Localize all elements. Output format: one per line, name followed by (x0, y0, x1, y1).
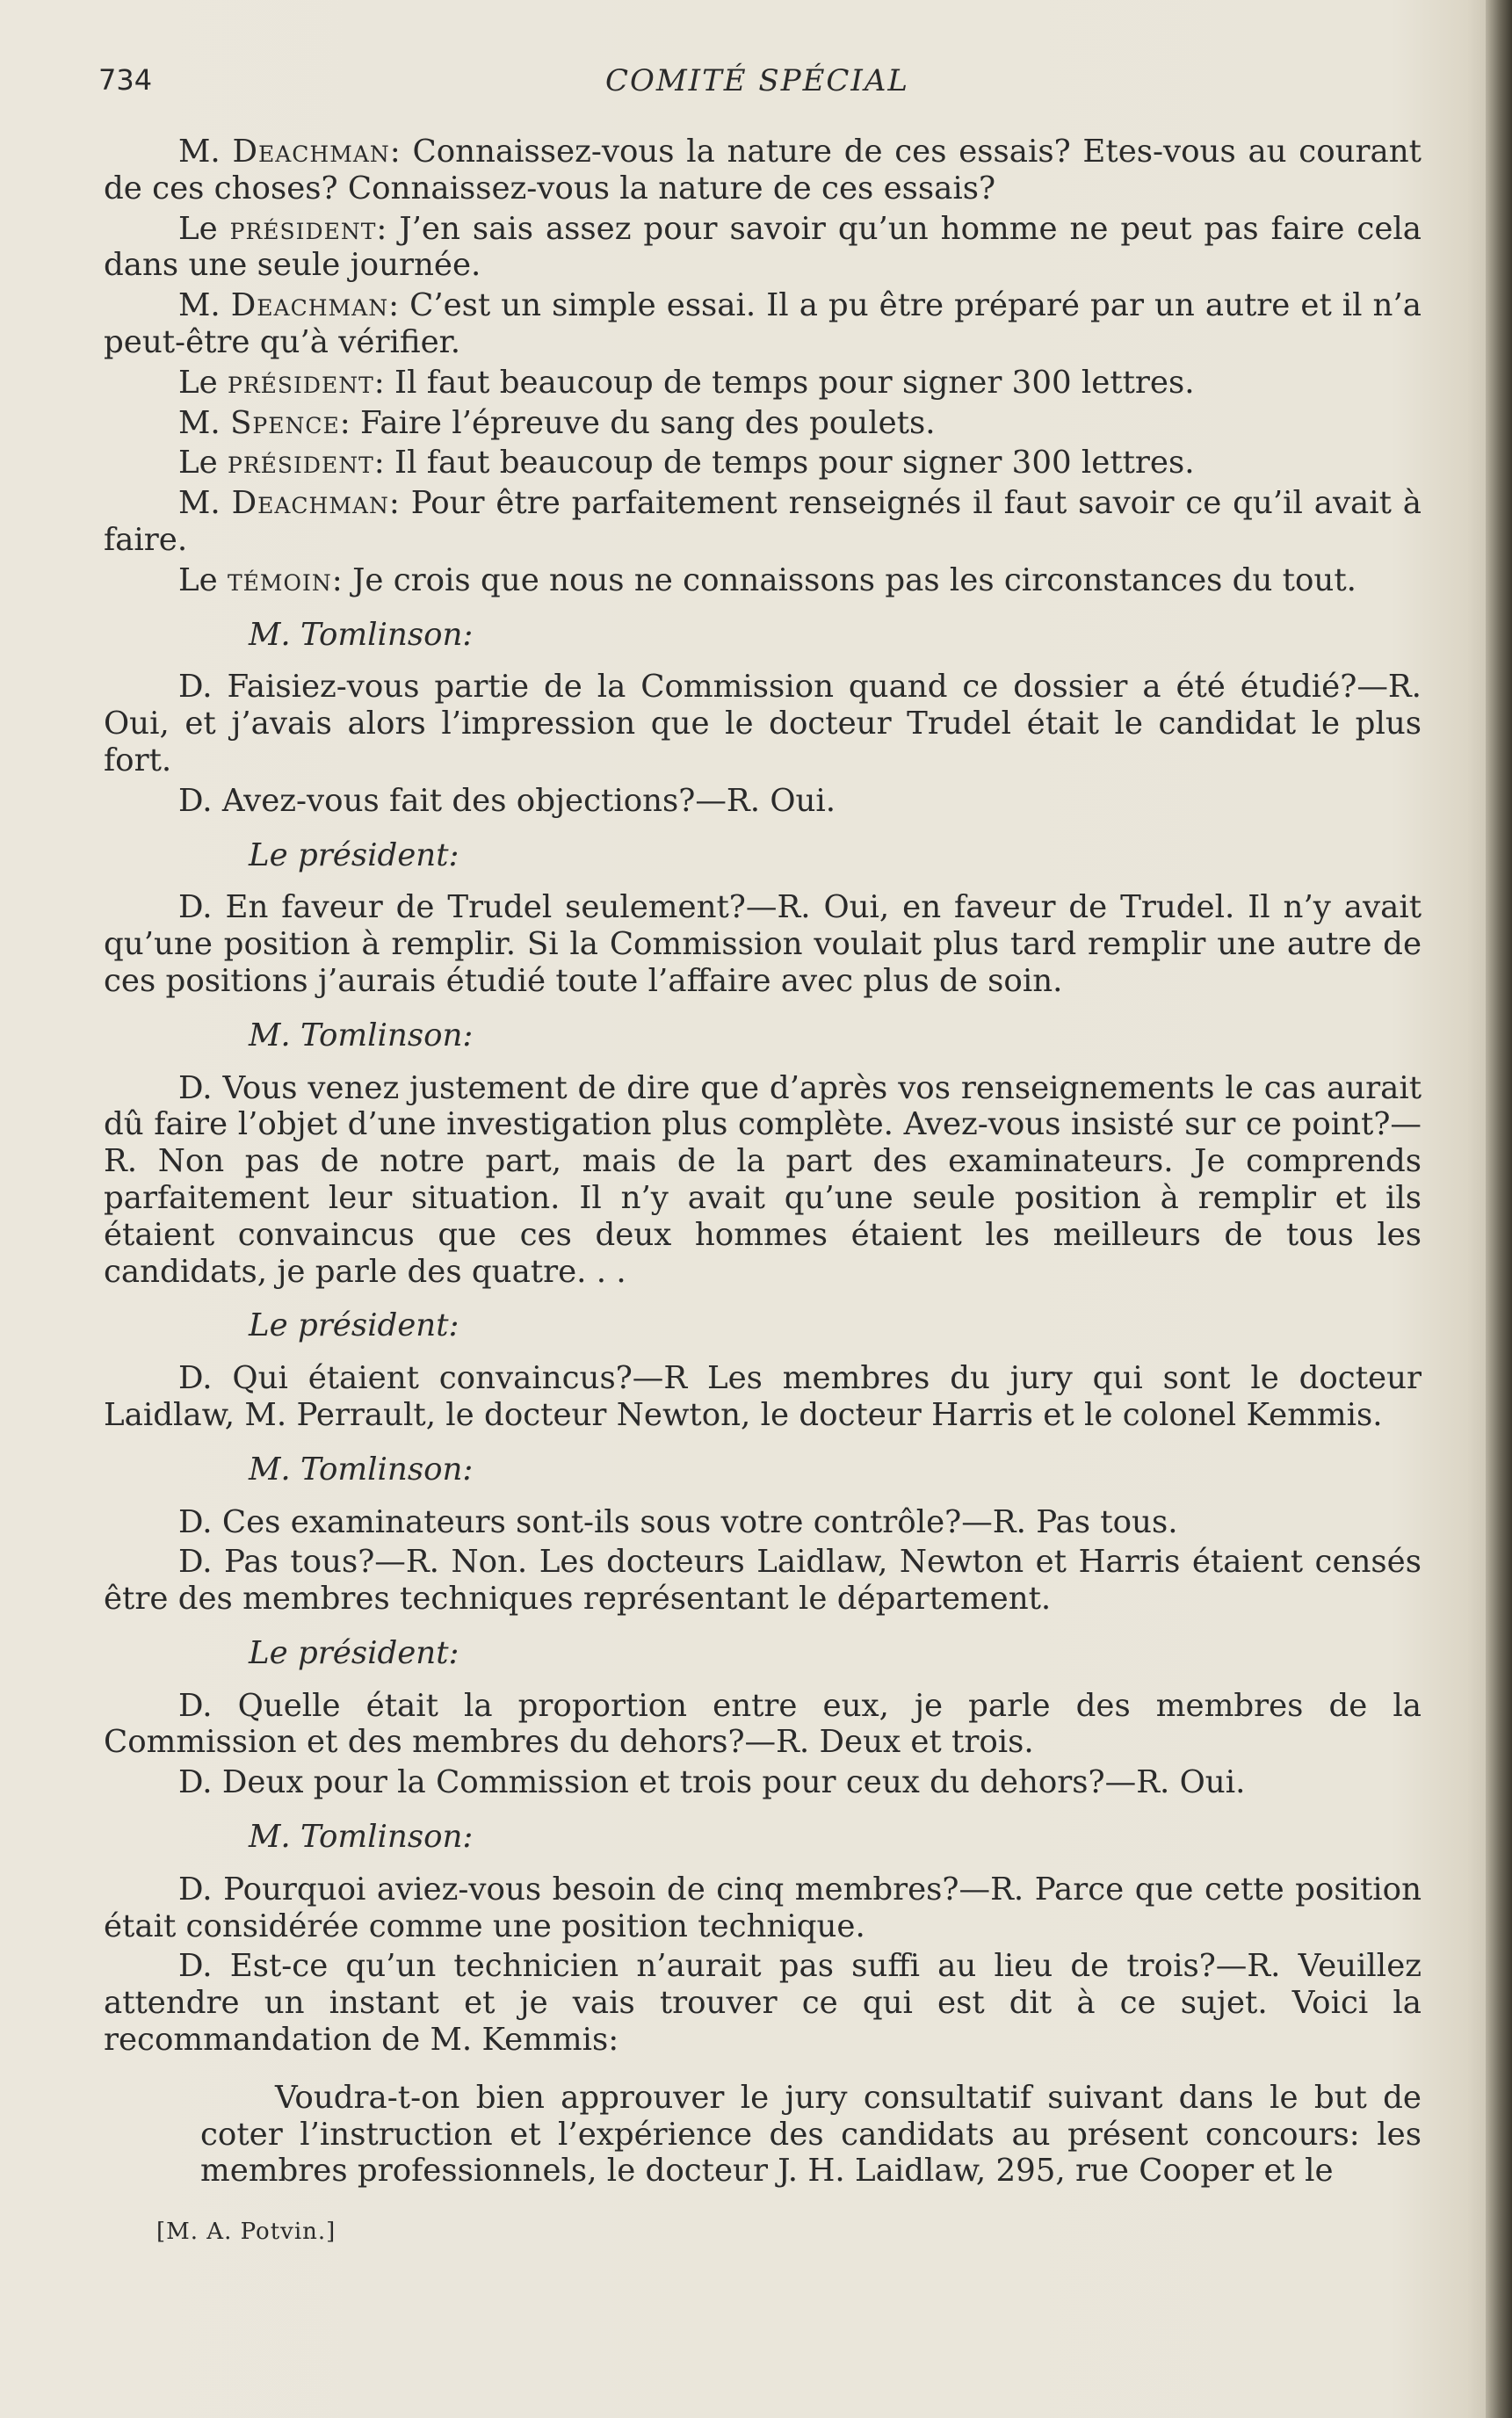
question-answer: D. Pas tous?—R. Non. Les docteurs Laidlaw, Newton et Harris étaient censés être des membres techniques représentant le département. (104, 1544, 1422, 1618)
question-answer: D. Faisiez-vous partie de la Commission quand ce dossier a été étudié?—R. Oui, et j’avais alors l’impression que le docteur Trudel était le candidat le plus fort. (104, 669, 1422, 778)
section-heading: Le président: (249, 1634, 459, 1671)
question-answer: D. Ces examinateurs sont-ils sous votre contrôle?—R. Pas tous. (178, 1503, 1178, 1540)
question-answer: D. Est-ce qu’un technicien n’aurait pas suffi au lieu de trois?—R. Veuillez attendre un instant et je vais trouver ce qui est dit à ce sujet. Voici la recommandation de M. Kemmis: (104, 1948, 1422, 2059)
speech-paragraph: M. Spence: Faire l’épreuve du sang des poulets. (178, 404, 936, 441)
speaker-name: Deachman (231, 485, 389, 522)
section-heading: M. Tomlinson: (249, 1451, 474, 1488)
question-answer: D. Deux pour la Commission et trois pour ceux du dehors?—R. Oui. (178, 1764, 1246, 1801)
speaker-name: Deachman (230, 287, 389, 324)
speech-paragraph: M. Deachman: Connaissez-vous la nature de ces essais? Etes-vous au courant de ces choses? Connaissez-vous la nature de ces essais? (104, 134, 1422, 206)
question-answer: D. Pourquoi aviez-vous besoin de cinq membres?—R. Parce que cette position était considérée comme une position technique. (104, 1871, 1422, 1944)
question-answer: D. En faveur de Trudel seulement?—R. Oui, en faveur de Trudel. Il n’y avait qu’une position à remplir. Si la Commission voulait plus tard remplir une autre de ces positions j’aurais étudié toute l’affaire avec plus de soin. (104, 889, 1422, 999)
section-heading: Le président: (249, 836, 459, 873)
section-heading: Le président: (249, 1307, 459, 1344)
page-number: 734 (98, 63, 153, 97)
section-heading: M. Tomlinson: (249, 616, 474, 653)
quoted-recommendation: Voudra-t-on bien approuver le jury consultatif suivant dans le but de coter l’instruction et l’expérience des candidats au présent concours: les membres professionnels, le docteur J. H. Laidlaw, 295, rue Cooper et le (200, 2079, 1422, 2190)
question-answer: D. Vous venez justement de dire que d’après vos renseignements le cas aurait dû faire l’objet d’une investigation plus complète. Avez-vous insisté sur ce point?—R. Non pas de notre part, mais de la part des examinateurs. Je comprends parfaitement leur situation. Il n’y avait qu’une seule position à remplir et ils étaient convaincus que ces deux hommes étaient les meilleurs de tous les candidats, je parle des quatre. . . (104, 1069, 1422, 1290)
question-answer: D. Avez-vous fait des objections?—R. Oui. (178, 782, 836, 819)
speaker-name: Deachman (232, 134, 390, 170)
running-head: COMITÉ SPÉCIAL (604, 63, 909, 98)
speaker-name: président (229, 210, 377, 247)
speech-paragraph: M. Deachman: Pour être parfaitement renseignés il faut savoir ce qu’il avait à faire. (104, 485, 1422, 558)
transcript-body (104, 134, 1422, 2190)
question-answer: D. Quelle était la proportion entre eux, je parle des membres de la Commission et des membres du dehors?—R. Deux et trois. (104, 1687, 1422, 1761)
speech-paragraph: Le président: Il faut beaucoup de temps pour signer 300 lettres. (178, 364, 1195, 401)
question-answer: D. Qui étaient convaincus?—R Les membres du jury qui sont le docteur Laidlaw, M. Perrault, le docteur Newton, le docteur Harris et le colonel Kemmis. (104, 1360, 1422, 1433)
book-spine-edge (1486, 0, 1512, 2418)
page-header (98, 63, 1416, 107)
section-heading: M. Tomlinson: (249, 1819, 474, 1856)
speaker-name: président (228, 364, 374, 401)
footer-note: [M. A. Potvin.] (156, 2219, 336, 2245)
speaker-name: président (228, 445, 374, 481)
section-heading: M. Tomlinson: (249, 1017, 474, 1053)
speech-paragraph: Le témoin: Je crois que nous ne connaissons pas les circonstances du tout. (178, 561, 1356, 598)
speaker-name: Spence (230, 404, 340, 441)
speech-paragraph: Le président: J’en sais assez pour savoir qu’un homme ne peut pas faire cela dans une seule journée. (104, 210, 1422, 284)
speech-paragraph: Le président: Il faut beaucoup de temps pour signer 300 lettres. (178, 445, 1195, 481)
speaker-name: témoin (228, 561, 332, 598)
speech-paragraph: M. Deachman: C’est un simple essai. Il a pu être préparé par un autre et il n’a peut-être qu’à vérifier. (104, 287, 1422, 360)
